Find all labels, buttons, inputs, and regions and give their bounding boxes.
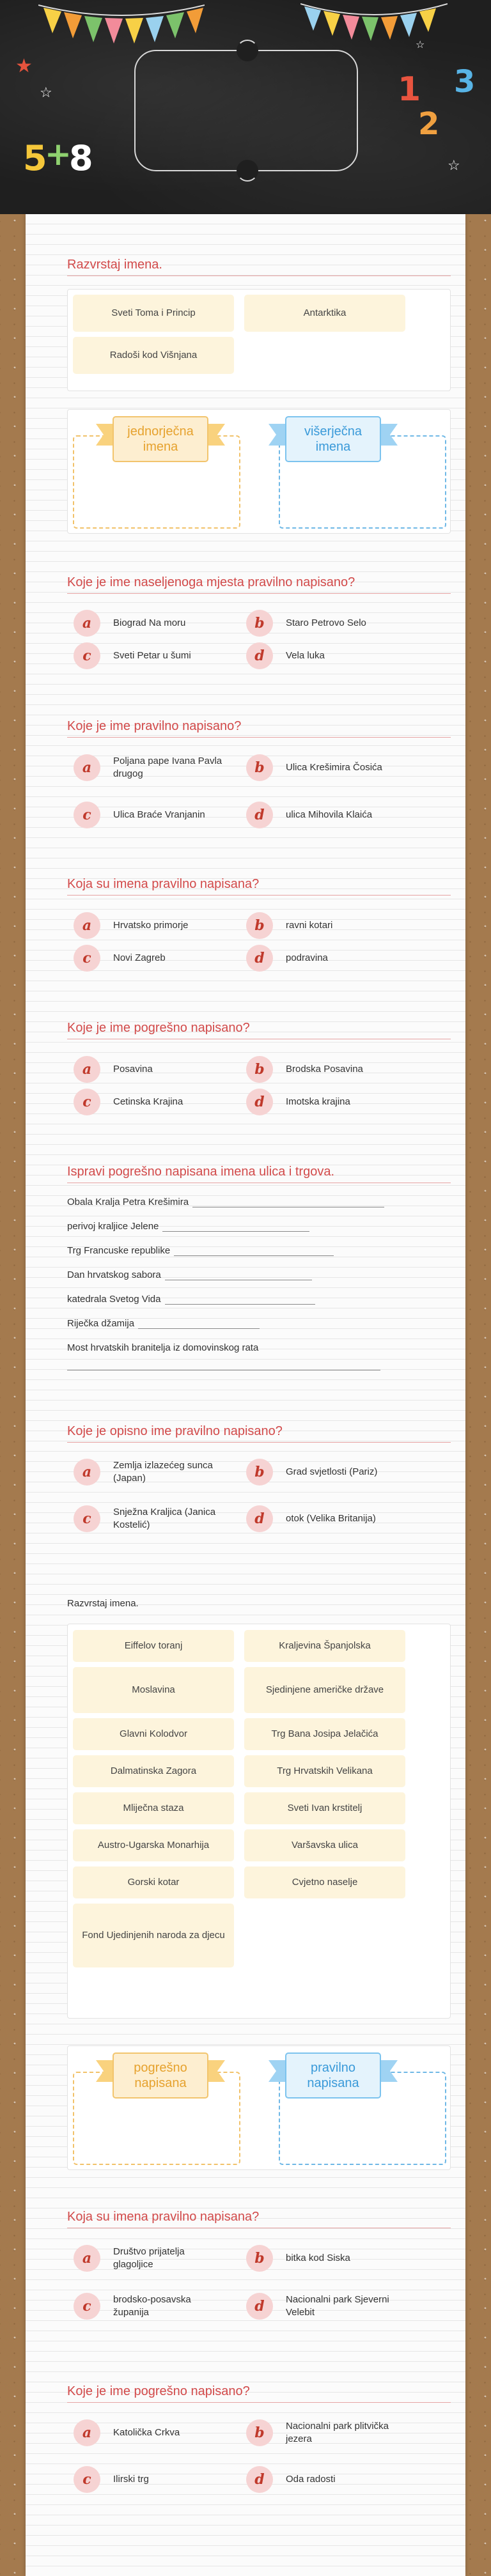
option-letter: c <box>74 802 100 828</box>
fill-input[interactable] <box>138 1319 260 1329</box>
option-text: Brodska Posavina <box>286 1063 363 1075</box>
fill-input[interactable] <box>165 1270 312 1280</box>
fill-prompt: Dan hrvatskog sabora <box>67 1269 161 1280</box>
option-text: Vela luka <box>286 649 325 661</box>
answer-option[interactable] <box>246 642 398 669</box>
answer-option[interactable] <box>246 1089 398 1115</box>
option-text: Ulica Braće Vranjanin <box>113 809 205 820</box>
bunting-left <box>38 0 205 51</box>
fill-row <box>67 1294 315 1305</box>
option-text: Sveti Petar u šumi <box>113 649 191 661</box>
sortable-card[interactable]: Trg Bana Josipa Jelačića <box>244 1718 405 1750</box>
fill-row <box>67 1269 312 1280</box>
sortable-card[interactable]: Mliječna staza <box>73 1792 234 1824</box>
fill-input[interactable] <box>165 1294 315 1305</box>
option-letter: d <box>246 802 273 828</box>
option-text: Grad svjetlosti (Pariz) <box>286 1466 378 1477</box>
answer-option[interactable] <box>246 2293 398 2320</box>
option-letter: d <box>246 2466 273 2493</box>
title-frame <box>134 50 358 171</box>
option-text: ravni kotari <box>286 919 333 931</box>
answer-option[interactable] <box>74 2466 225 2493</box>
sortable-card[interactable]: Varšavska ulica <box>244 1829 405 1861</box>
fill-input[interactable] <box>192 1197 384 1207</box>
ribbon-tail <box>378 424 398 446</box>
chalkboard-header <box>0 0 491 214</box>
option-text: brodsko-posavska županija <box>113 2293 191 2318</box>
answer-option[interactable] <box>246 1459 398 1486</box>
option-letter: d <box>246 2293 273 2320</box>
answer-option[interactable] <box>246 754 398 781</box>
answer-option[interactable] <box>246 610 398 637</box>
option-text: Ulica Krešimira Čosića <box>286 761 382 773</box>
answer-option[interactable] <box>246 1505 398 1532</box>
sortable-card[interactable]: Trg Hrvatskih Velikana <box>244 1755 405 1787</box>
option-letter: a <box>74 610 100 637</box>
answer-option[interactable] <box>74 1056 225 1083</box>
question-title: Koje je ime pogrešno napisano? <box>67 1021 451 1039</box>
fill-row <box>67 1245 334 1256</box>
option-letter: a <box>74 1056 100 1083</box>
option-letter: c <box>74 2466 100 2493</box>
question-title: Ispravi pogrešno napisana imena ulica i trgova. <box>67 1165 451 1183</box>
option-text: otok (Velika Britanija) <box>286 1512 376 1524</box>
option-letter: c <box>74 642 100 669</box>
fill-row <box>67 1342 258 1353</box>
option-letter: d <box>246 945 273 972</box>
section-title: Razvrstaj imena. <box>67 1598 139 1609</box>
fill-row <box>67 1318 260 1329</box>
board-number: 3 <box>454 64 476 100</box>
question-title: Koja su imena pravilno napisana? <box>67 877 451 896</box>
option-letter: d <box>246 642 273 669</box>
star-icon: ★ <box>15 56 33 77</box>
option-text: Cetinska Krajina <box>113 1096 183 1107</box>
question-title: Koja su imena pravilno napisana? <box>67 2210 451 2228</box>
fill-prompt: Obala Kralja Petra Krešimira <box>67 1197 189 1207</box>
zone-label-left: pogrešno napisana <box>113 2052 208 2099</box>
answer-option[interactable] <box>246 912 398 939</box>
section-title: Razvrstaj imena. <box>67 258 451 276</box>
zone-label-left: jednorječna imena <box>113 416 208 462</box>
option-text: Staro Petrovo Selo <box>286 617 366 628</box>
fill-row <box>67 1221 309 1232</box>
fill-input[interactable] <box>174 1246 334 1256</box>
option-letter: d <box>246 1505 273 1532</box>
option-letter: b <box>246 2245 273 2272</box>
answer-option[interactable] <box>74 642 225 669</box>
ribbon-tail <box>206 424 225 446</box>
fill-prompt: katedrala Svetog Vida <box>67 1294 161 1305</box>
worksheet <box>26 214 465 2576</box>
option-text: Oda radosti <box>286 2473 336 2485</box>
option-text: Posavina <box>113 1063 153 1075</box>
answer-option[interactable] <box>246 2245 398 2272</box>
option-letter: c <box>74 1505 100 1532</box>
option-letter: b <box>246 610 273 637</box>
fill-row <box>67 1197 384 1207</box>
star-outline-icon: ☆ <box>448 157 460 173</box>
card-pool <box>67 289 451 391</box>
sortable-card[interactable]: Antarktika <box>244 295 405 332</box>
board-number: 8 <box>69 138 93 178</box>
star-outline-icon: ☆ <box>416 40 425 50</box>
board-number: 1 <box>398 70 421 109</box>
option-letter: c <box>74 2293 100 2320</box>
answer-option[interactable] <box>74 2293 225 2320</box>
ribbon-tail <box>378 2060 398 2082</box>
answer-option[interactable] <box>74 1459 225 1486</box>
option-text: Hrvatsko primorje <box>113 919 189 931</box>
option-letter: b <box>246 754 273 781</box>
question-title: Koje je ime pravilno napisano? <box>67 719 451 738</box>
card-pool <box>67 1624 451 2019</box>
option-text: Nacionalni park plitvička jezera <box>286 2420 389 2444</box>
sortable-card[interactable]: Moslavina <box>73 1667 234 1713</box>
question-title: Koje je opisno ime pravilno napisano? <box>67 1424 451 1443</box>
answer-option[interactable] <box>74 912 225 939</box>
answer-option[interactable] <box>74 754 225 781</box>
board-number: 5 <box>23 138 47 178</box>
option-text: Društvo prijatelja glagoljice <box>113 2246 185 2270</box>
fill-prompt: perivoj kraljice Jelene <box>67 1221 159 1232</box>
option-text: podravina <box>286 952 328 963</box>
option-letter: b <box>246 2419 273 2446</box>
option-letter: b <box>246 912 273 939</box>
star-outline-icon: ☆ <box>40 84 52 100</box>
zone-label-right: pravilno napisana <box>285 2052 381 2099</box>
board-plus: + <box>45 136 72 173</box>
answer-option[interactable] <box>74 2419 225 2446</box>
option-text: Snježna Kraljica (Janica Kostelić) <box>113 1506 216 1530</box>
answer-option[interactable] <box>246 945 398 972</box>
answer-option[interactable] <box>74 802 225 828</box>
question-title: Koje je ime pogrešno napisano? <box>67 2384 451 2403</box>
sortable-card[interactable]: Gorski kotar <box>73 1866 234 1898</box>
drop-zones <box>67 2045 451 2170</box>
answer-option[interactable] <box>246 2466 398 2493</box>
bunting-right <box>300 0 448 51</box>
answer-option[interactable] <box>246 2419 398 2446</box>
answer-option[interactable] <box>74 610 225 637</box>
sortable-card[interactable]: Sveti Ivan krstitelj <box>244 1792 405 1824</box>
option-text: Ilirski trg <box>113 2473 149 2485</box>
option-text: Nacionalni park Sjeverni Velebit <box>286 2293 389 2318</box>
option-text: Novi Zagreb <box>113 952 166 963</box>
sortable-card[interactable]: Cvjetno naselje <box>244 1866 405 1898</box>
option-letter: d <box>246 1089 273 1115</box>
board-number: 2 <box>418 106 440 142</box>
option-letter: a <box>74 2419 100 2446</box>
answer-option[interactable] <box>74 1505 225 1532</box>
sortable-card[interactable]: Sjedinjene američke države <box>244 1667 405 1713</box>
sortable-card[interactable]: Austro-Ugarska Monarhija <box>73 1829 234 1861</box>
fill-prompt: Most hrvatskih branitelja iz domovinskog rata <box>67 1342 259 1353</box>
option-letter: a <box>74 754 100 781</box>
fill-prompt: Riječka džamija <box>67 1318 135 1329</box>
zone-label-right: višerječna imena <box>285 416 381 462</box>
sortable-card[interactable]: Radoši kod Višnjana <box>73 337 234 374</box>
answer-option[interactable] <box>74 1089 225 1115</box>
option-letter: c <box>74 1089 100 1115</box>
option-text: ulica Mihovila Klaića <box>286 809 373 820</box>
option-letter: a <box>74 1459 100 1486</box>
option-text: Zemlja izlazećeg sunca (Japan) <box>113 1459 213 1484</box>
fill-prompt: Trg Francuske republike <box>67 1245 171 1256</box>
sortable-card[interactable]: Sveti Toma i Princip <box>73 295 234 332</box>
option-text: Imotska krajina <box>286 1096 350 1107</box>
option-text: Katolička Crkva <box>113 2426 180 2438</box>
answer-option[interactable] <box>246 802 398 828</box>
option-letter: c <box>74 945 100 972</box>
option-text: bitka kod Siska <box>286 2252 350 2263</box>
option-letter: b <box>246 1056 273 1083</box>
answer-option[interactable] <box>246 1056 398 1083</box>
sortable-card[interactable]: Eiffelov toranj <box>73 1630 234 1662</box>
ribbon-tail <box>206 2060 225 2082</box>
drop-zones <box>67 409 451 534</box>
answer-option[interactable] <box>74 2245 225 2272</box>
option-letter: a <box>74 912 100 939</box>
fill-input[interactable] <box>162 1222 309 1232</box>
option-letter: b <box>246 1459 273 1486</box>
option-text: Biograd Na moru <box>113 617 186 628</box>
question-title: Koje je ime naseljenoga mjesta pravilno napisano? <box>67 575 451 594</box>
sortable-card[interactable]: Kraljevina Španjolska <box>244 1630 405 1662</box>
sortable-card[interactable]: Dalmatinska Zagora <box>73 1755 234 1787</box>
sortable-card[interactable]: Fond Ujedinjenih naroda za djecu <box>73 1904 234 1967</box>
option-letter: a <box>74 2245 100 2272</box>
option-text: Poljana pape Ivana Pavla drugog <box>113 755 222 779</box>
answer-option[interactable] <box>74 945 225 972</box>
sortable-card[interactable]: Glavni Kolodvor <box>73 1718 234 1750</box>
